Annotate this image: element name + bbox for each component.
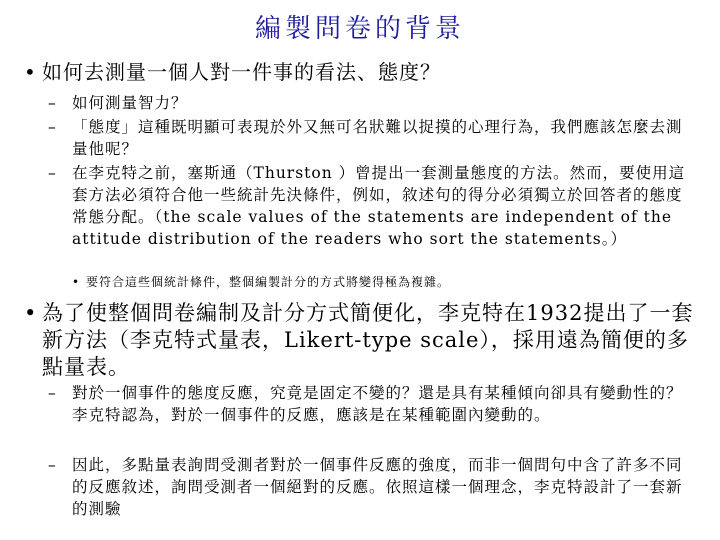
bullet-2-sub-2-text: 因此，多點量表詢問受測者對於一個事件反應的強度，而非一個問句中含了許多不同的反應敘述，詢問受測者一個絕對的反應。依照這樣一個理念，李克特設計了一套新的測驗 xyxy=(72,456,683,518)
bullet-1 xyxy=(24,58,694,86)
bullet-marker: • xyxy=(24,60,37,84)
bullet-marker: • xyxy=(72,275,81,289)
bullet-marker: • xyxy=(24,301,38,325)
dash-marker: – xyxy=(48,384,57,402)
bullet-1-sub-1-text: 如何測量智力？ xyxy=(72,94,188,112)
bullet-2 xyxy=(24,300,694,381)
bullet-1-text: 如何去測量一個人對一件事的看法、態度？ xyxy=(42,60,441,84)
dash-marker: – xyxy=(48,94,57,112)
bullet-1-sub-1 xyxy=(48,92,688,114)
bullet-1-sub-2 xyxy=(48,116,688,160)
dash-marker: – xyxy=(48,164,57,182)
bullet-1-sub-3-text: 在李克特之前，塞斯通（Thurston ）曾提出一套測量態度的方法。然而，要使用這套方法必須符合他一些統計先決條件，例如，敘述句的得分必須獨立於回答者的態度常態分配。（the scale values of the statements are independent of the attitude distribution of the readers who sort the statements。） xyxy=(72,164,686,248)
dash-marker: – xyxy=(48,456,57,474)
bullet-1-subsub-text: 要符合這些個統計條件，整個編製計分的方式將變得極為複雜。 xyxy=(86,275,451,289)
slide-title: 編製問卷的背景 xyxy=(254,14,465,44)
bullet-2-sub-2 xyxy=(48,454,688,520)
bullet-2-sub-1 xyxy=(48,382,688,426)
bullet-2-sub-1-text: 對於一個事件的態度反應，究竟是固定不變的？還是具有某種傾向卻具有變動性的？李克特認為，對於一個事件的反應，應該是在某種範圍內變動的。 xyxy=(72,384,683,424)
bullet-1-sub-2-text: 「態度」這種既明顯可表現於外又無可名狀難以捉摸的心理行為，我們應該怎麼去測量他呢？ xyxy=(72,118,683,158)
bullet-1-subsub xyxy=(72,274,692,290)
bullet-2-text: 為了使整個問卷編制及計分方式簡便化，李克特在1932提出了一套新方法（李克特式量表，Likert-type scale），採用遠為簡便的多點量表。 xyxy=(42,301,694,379)
dash-marker: – xyxy=(48,118,57,136)
bullet-1-sub-3 xyxy=(48,162,688,250)
